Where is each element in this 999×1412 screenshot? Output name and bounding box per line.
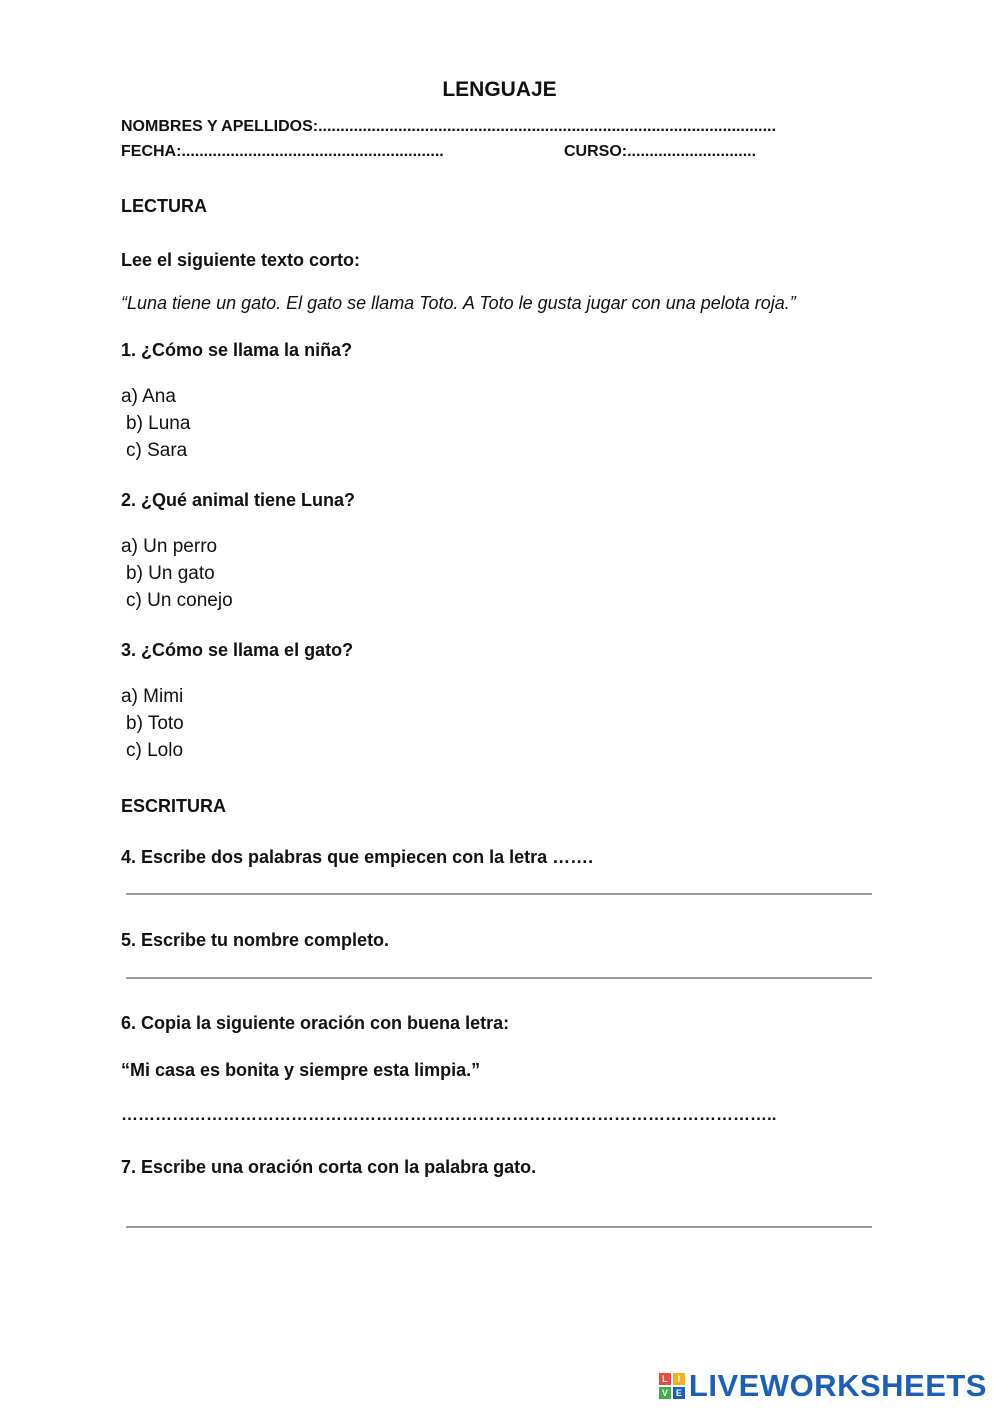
answer-line-5[interactable]	[126, 977, 872, 979]
section-reading: LECTURA	[121, 196, 207, 216]
question-2: 2. ¿Qué animal tiene Luna?	[121, 490, 356, 510]
question-3: 3. ¿Cómo se llama el gato?	[121, 640, 354, 660]
logo-tile-v: V	[659, 1387, 671, 1399]
brand-name: LIVEWORKSHEETS	[688, 1368, 987, 1403]
q1-option-b: b) Luna	[126, 413, 191, 434]
answer-dotted-line-6[interactable]: ……………………………………………………………………………………………………..	[121, 1105, 777, 1124]
question-7: 7. Escribe una oración corta con la palabra gato.	[121, 1157, 537, 1177]
q2-option-b: b) Un gato	[126, 563, 215, 584]
question-1: 1. ¿Cómo se llama la niña?	[121, 340, 353, 360]
section-writing: ESCRITURA	[121, 796, 227, 816]
liveworksheets-brand	[659, 1368, 987, 1404]
q1-option-a: a) Ana	[121, 386, 176, 407]
logo-tile-e: E	[673, 1387, 685, 1399]
question-6: 6. Copia la siguiente oración con buena letra:	[121, 1013, 510, 1033]
page-title: LENGUAJE	[442, 78, 557, 101]
q2-option-a: a) Un perro	[121, 536, 218, 557]
q3-option-a: a) Mimi	[121, 686, 184, 707]
answer-line-4[interactable]	[126, 893, 872, 895]
q1-option-c: c) Sara	[126, 440, 188, 461]
reading-text: “Luna tiene un gato. El gato se llama Toto. A Toto le gusta jugar con una pelota roja.”	[121, 293, 796, 313]
q3-option-c: c) Lolo	[126, 740, 184, 761]
course-field-label: CURSO:.............................	[564, 143, 757, 160]
liveworksheets-logo-icon	[659, 1373, 685, 1399]
logo-tile-i: I	[673, 1373, 685, 1385]
logo-tile-l: L	[659, 1373, 671, 1385]
question-4: 4. Escribe dos palabras que empiecen con la letra …….	[121, 847, 594, 867]
date-field-label: FECHA:...........................................................	[121, 143, 444, 160]
reading-instruction: Lee el siguiente texto corto:	[121, 250, 361, 270]
q2-option-c: c) Un conejo	[126, 590, 233, 611]
copy-sentence: “Mi casa es bonita y siempre esta limpia.”	[121, 1060, 481, 1080]
answer-line-7[interactable]	[126, 1226, 872, 1228]
question-5: 5. Escribe tu nombre completo.	[121, 930, 390, 950]
names-field-label: NOMBRES Y APELLIDOS:.......................................................................................................	[121, 118, 776, 135]
q3-option-b: b) Toto	[126, 713, 184, 734]
